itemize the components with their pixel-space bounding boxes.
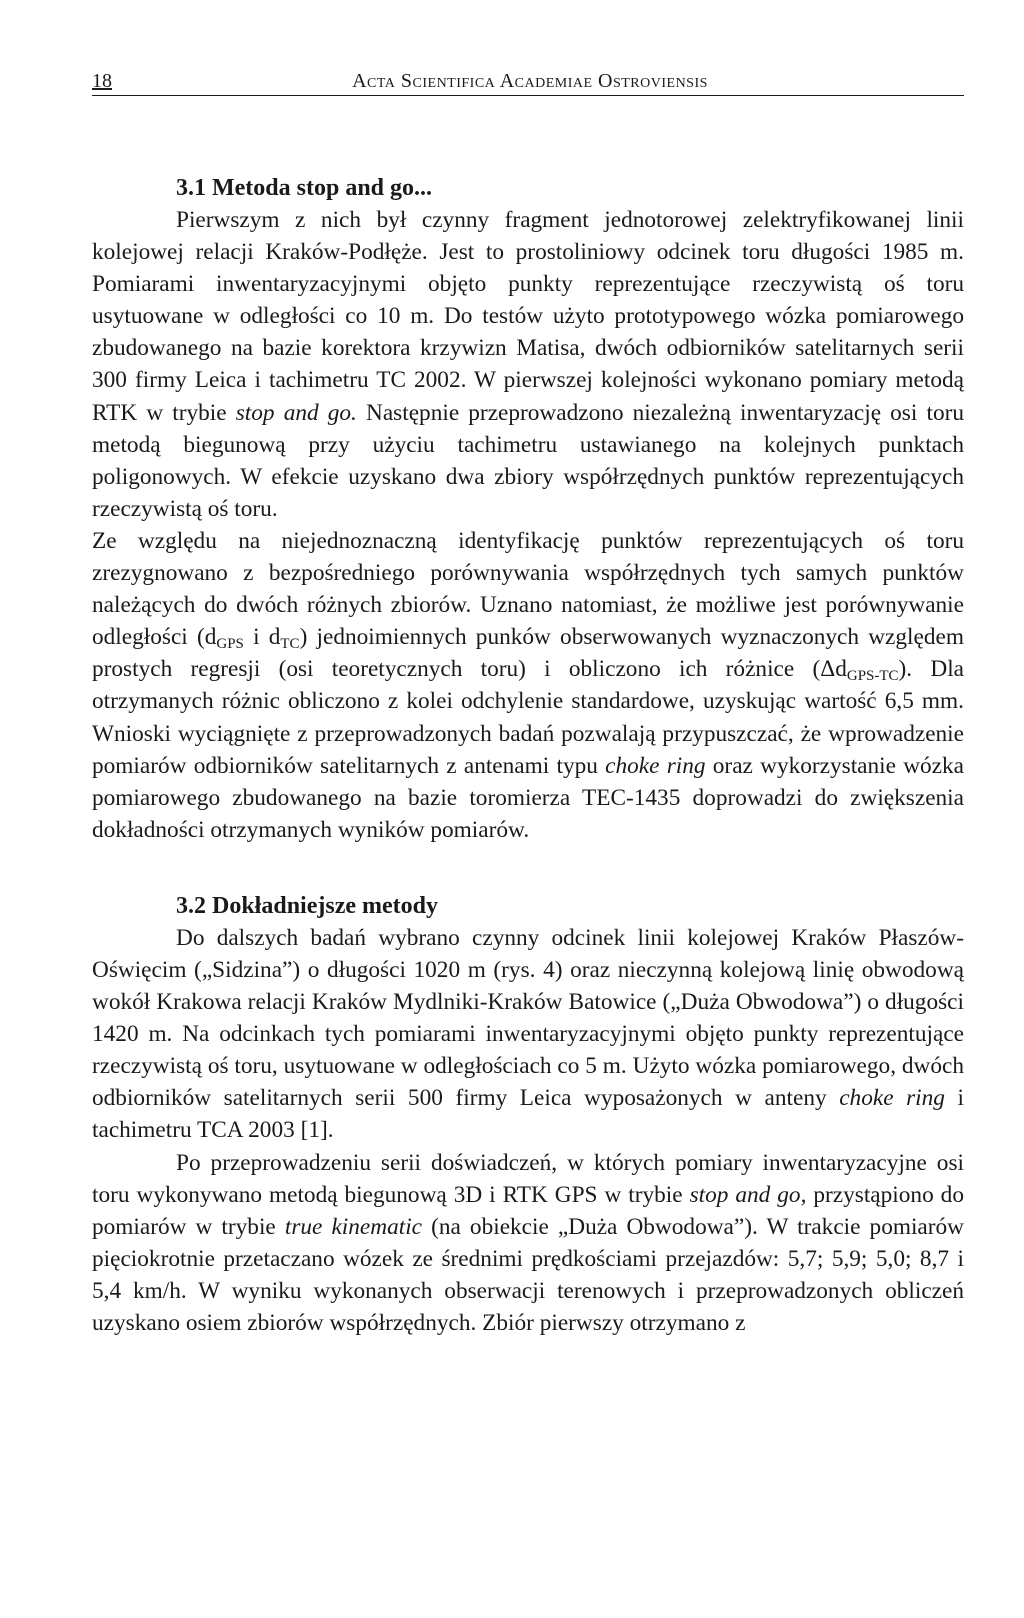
section-heading: 3.1 Metoda stop and go... — [176, 175, 433, 201]
paragraph: Pierwszym z nich był czynny fragment jednotorowej zelektryfikowanej linii kolejowej relacji Kraków-Podłęże. Jest to prostoliniowy odcinek toru długości 1985 m. Pomiarami inwentaryzacyjnymi objęto punkty reprezentujące rzeczywistą oś toru usytuowane w odległości co 10 m. Do testów użyto prototypowego wózka pomiarowego zbudowanego na bazie korektora krzywizn Matisa, dwóch odbiorników satelitarnych serii 300 firmy Leica i tachimetru TC 2002. W pierwszej kolejności wykonano pomiary metodą RTK w trybie stop and go. Następnie przeprowadzono niezależną inwentaryzację osi toru metodą biegunową przy użyciu tachimetru ustawianego na kolejnych punktach poligonowych. W efekcie uzyskano dwa zbiory współrzędnych punktów reprezentujących rzeczywistą oś toru. — [92, 207, 964, 522]
running-header — [92, 70, 964, 96]
section-3-2 — [92, 890, 964, 1339]
section-3-1 — [92, 172, 964, 846]
section-heading: 3.2 Dokładniejsze metody — [176, 892, 438, 919]
document-page — [92, 70, 964, 1339]
paragraph: Po przeprowadzeniu serii doświadczeń, w których pomiary inwentaryzacyjne osi toru wykonywano metodą biegunową 3D i RTK GPS w trybie stop and go, przystąpiono do pomiarów w trybie true kinematic (na obiekcie „Duża Obwodowa”). W trakcie pomiarów pięciokrotnie przetaczano wózek ze średnimi prędkościami przejazdów: 5,7; 5,9; 5,0; 8,7 i 5,4 km/h. W wyniku wykonanych obserwacji terenowych i przeprowadzonych obliczeń uzyskano osiem zbiorów współrzędnych. Zbiór pierwszy otrzymano z — [92, 1149, 965, 1336]
paragraph: Do dalszych badań wybrano czynny odcinek linii kolejowej Kraków Płaszów-Oświęcim („Sidzina”) o długości 1020 m (rys. 4) oraz nieczynną kolejową linię obwodową wokół Krakowa relacji Kraków Mydlniki-Kraków Batowice („Duża Obwodowa”) o długości 1420 m. Na odcinkach tych pomiarami inwentaryzacyjnymi objęto punkty reprezentujące rzeczywistą oś toru, usytuowane w odległościach co 5 m. Użyto wózka pomiarowego, dwóch odbiorników satelitarnych serii 500 firmy Leica wyposażonych w anteny choke ring i tachimetru TCA 2003 [1]. — [92, 924, 965, 1144]
page-number: 18 — [92, 70, 112, 92]
paragraph: Ze względu na niejednoznaczną identyfikację punktów reprezentujących oś toru zrezygnowano z bezpośredniego porównywania współrzędnych tych samych punktów należących do dwóch różnych zbiorów. Uznano natomiast, że możliwe jest porównywanie odległości ($d_{GPS}$ i $d_{TC}$) jednoimiennych punków obserwowanych wyznaczonych względem prostych regresji (osi teoretycznych toru) i obliczono ich różnice $(\Delta d_{GPS-TC})$. Dla otrzymanych różnic obliczono z kolei odchylenie standardowe, uzyskując wartość 6,5 mm. Wnioski wyciągnięte z przeprowadzonych badań pozwalają przypuszczać, że wprowadzenie pomiarów odbiorników satelitarnych z antenami typu choke ring oraz wykorzystanie wózka pomiarowego zbudowanego na bazie toromierza TEC-1435 doprowadzi do zwiększenia dokładności otrzymanych wyników pomiarów. — [92, 527, 965, 843]
journal-title: Acta Scientifica Academiae Ostroviensis — [352, 70, 708, 92]
